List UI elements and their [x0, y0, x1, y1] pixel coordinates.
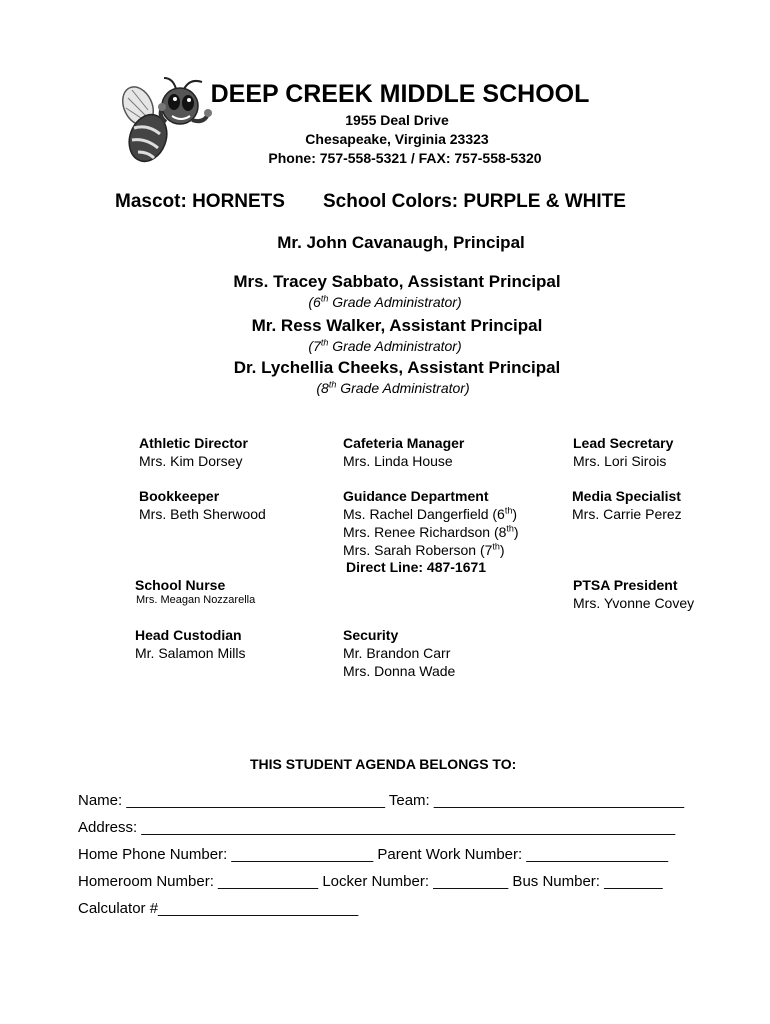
media-specialist-name: Mrs. Carrie Perez: [572, 506, 682, 522]
form-line-calculator[interactable]: Calculator #________________________: [78, 900, 359, 917]
mascot-line: Mascot: HORNETS: [115, 191, 285, 212]
guidance-member-2: Mrs. Renee Richardson (8th): [343, 523, 519, 540]
ptsa-president-name: Mrs. Yvonne Covey: [573, 595, 695, 611]
guidance-direct-line: Direct Line: 487-1671: [346, 559, 487, 575]
school-nurse-title: School Nurse: [135, 577, 226, 593]
head-custodian-title: Head Custodian: [135, 627, 242, 643]
head-custodian-name: Mr. Salamon Mills: [135, 645, 246, 661]
assistant-principal-1-grade: (6th Grade Administrator): [308, 293, 462, 310]
lead-secretary-name: Mrs. Lori Sirois: [573, 453, 667, 469]
school-nurse-name: Mrs. Meagan Nozzarella: [136, 594, 256, 606]
address-line1: 1955 Deal Drive: [345, 112, 449, 128]
principal: Mr. John Cavanaugh, Principal: [277, 233, 525, 252]
form-line-address[interactable]: Address: ________________________________________________________________: [78, 819, 676, 836]
agenda-heading: THIS STUDENT AGENDA BELONGS TO:: [250, 756, 517, 772]
media-specialist-title: Media Specialist: [572, 488, 681, 504]
form-line-name-team[interactable]: Name: _______________________________ Team: ______________________________: [78, 792, 685, 809]
ptsa-president-title: PTSA President: [573, 577, 678, 593]
guidance-member-1: Ms. Rachel Dangerfield (6th): [343, 505, 518, 522]
security-name-2: Mrs. Donna Wade: [343, 663, 456, 679]
assistant-principal-3-grade: (8th Grade Administrator): [316, 379, 470, 396]
school-name: DEEP CREEK MIDDLE SCHOOL: [210, 80, 590, 108]
athletic-director-title: Athletic Director: [139, 435, 248, 451]
cafeteria-manager-name: Mrs. Linda House: [343, 453, 453, 469]
form-line-phones[interactable]: Home Phone Number: _________________ Parent Work Number: _________________: [78, 846, 669, 863]
guidance-title: Guidance Department: [343, 488, 489, 504]
athletic-director-name: Mrs. Kim Dorsey: [139, 453, 243, 469]
bookkeeper-title: Bookkeeper: [139, 488, 220, 504]
security-title: Security: [343, 627, 399, 643]
bookkeeper-name: Mrs. Beth Sherwood: [139, 506, 266, 522]
assistant-principal-2-grade: (7th Grade Administrator): [308, 337, 462, 354]
assistant-principal-1: Mrs. Tracey Sabbato, Assistant Principal: [233, 272, 561, 291]
guidance-member-3: Mrs. Sarah Roberson (7th): [343, 541, 505, 558]
cafeteria-manager-title: Cafeteria Manager: [343, 435, 465, 451]
assistant-principal-3: Dr. Lychellia Cheeks, Assistant Principal: [233, 358, 561, 377]
form-line-homeroom-locker-bus[interactable]: Homeroom Number: ____________ Locker Number: _________ Bus Number: _______: [78, 873, 663, 890]
lead-secretary-title: Lead Secretary: [573, 435, 674, 451]
security-name-1: Mr. Brandon Carr: [343, 645, 451, 661]
address-line2: Chesapeake, Virginia 23323: [305, 131, 489, 147]
phone-fax-line: Phone: 757-558-5321 / FAX: 757-558-5320: [268, 150, 542, 166]
school-colors-line: School Colors: PURPLE & WHITE: [323, 191, 626, 212]
assistant-principal-2: Mr. Ress Walker, Assistant Principal: [251, 316, 543, 335]
